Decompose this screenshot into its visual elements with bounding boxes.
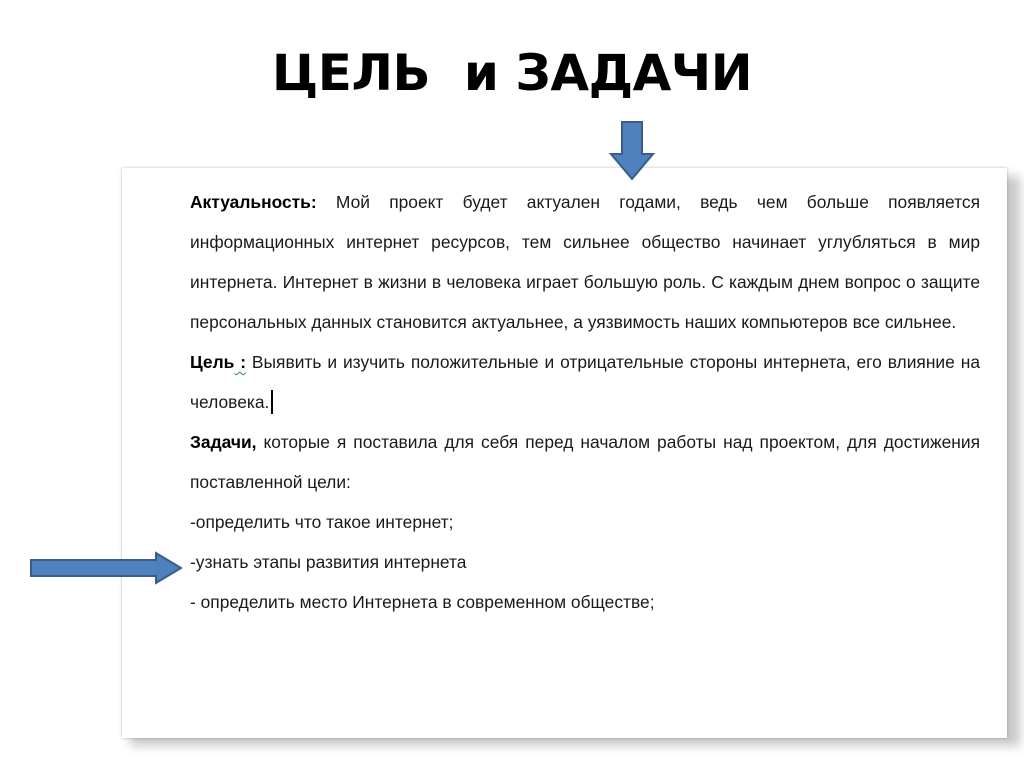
relevance-text: Мой проект будет актуален годами, ведь чем больше появляется информационных интернет ресурсов, тем сильнее общество начинает углубляться в мир интернета. Интернет в жизни в человека играет большую роль. С каждым днем вопрос о защите персональных данных становится актуальнее, а уязвимость наших компьютеров все сильнее. (190, 192, 980, 332)
relevance-paragraph (190, 182, 980, 342)
relevance-label: Актуальность: (190, 192, 317, 212)
tasks-text: которые я поставила для себя перед началом работы над проектом, для достижения поставленной цели: (190, 432, 980, 492)
document-text (190, 182, 980, 622)
task-item-1: -определить что такое интернет; (190, 512, 454, 532)
goal-label-colon: : (234, 352, 247, 372)
task-item-3: - определить место Интернета в современном обществе; (190, 592, 655, 612)
tasks-paragraph (190, 422, 980, 502)
tasks-label: Задачи, (190, 432, 257, 452)
arrow-right-icon (28, 551, 184, 585)
goal-label (190, 352, 246, 372)
text-cursor (271, 390, 273, 414)
goal-text: Выявить и изучить положительные и отрицательные стороны интернета, его влияние на человека. (190, 352, 980, 412)
slide-title: ЦЕЛЬ и ЗАДАЧИ (271, 44, 753, 102)
goal-paragraph (190, 342, 980, 422)
arrow-down-icon (608, 120, 656, 182)
goal-label-word: Цель (190, 352, 235, 372)
task-item-2: -узнать этапы развития интернета (190, 552, 467, 572)
